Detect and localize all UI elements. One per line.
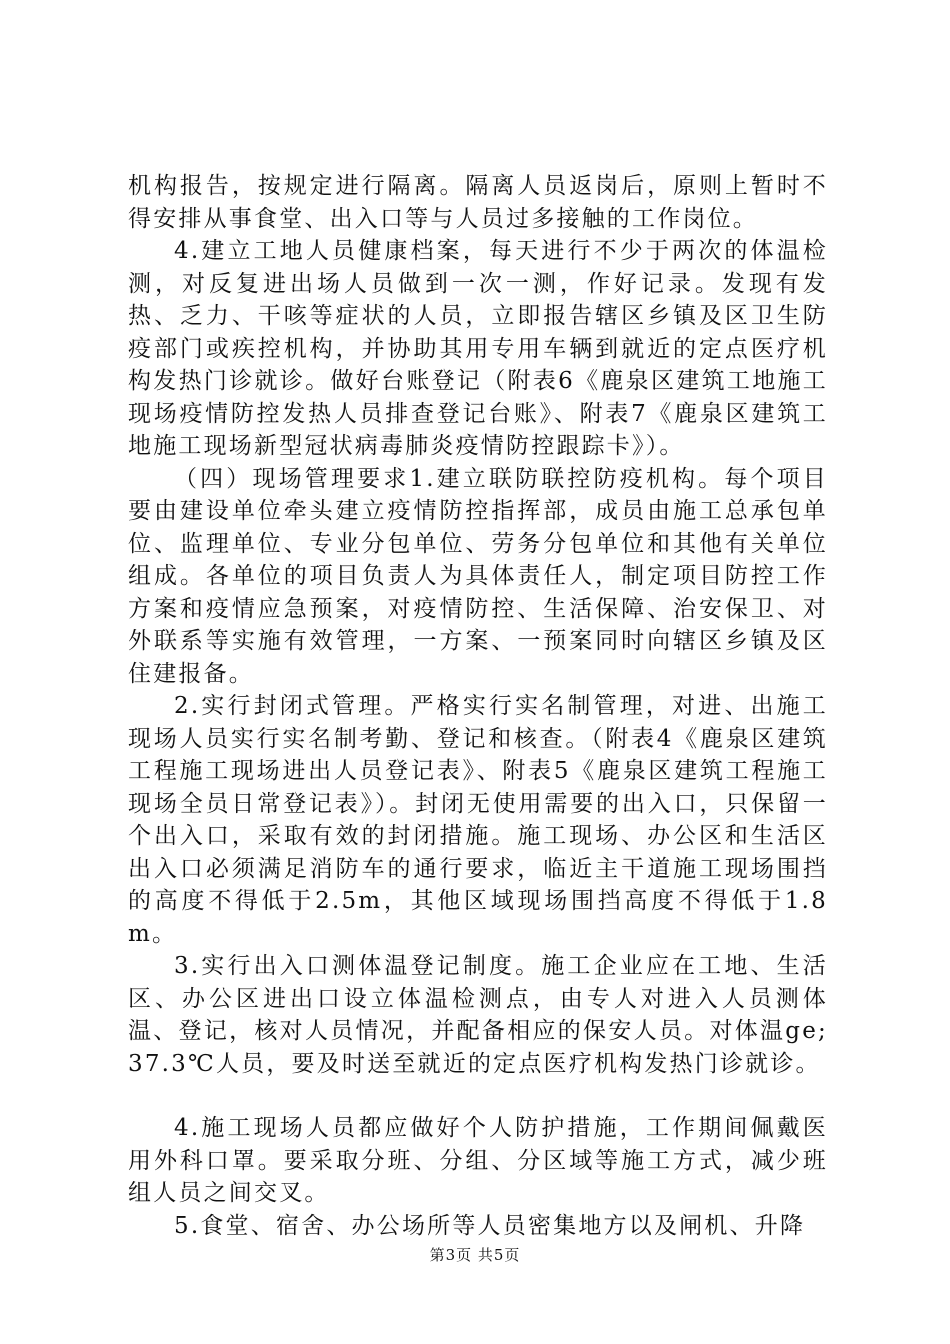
paragraph-temperature-check: 3.实行出入口测体温登记制度。施工企业应在工地、生活区、办公区进出口设立体温检测点，由专人对进入人员测体温、登记，核对人员情况，并配备相应的保安人员。对体温ge;37.3℃人员，要及时送至就近的定点医疗机构发热门诊就诊。 bbox=[128, 953, 828, 1077]
paragraph-crowded-places: 5.食堂、宿舍、办公场所等人员密集地方以及闸机、升降 bbox=[174, 1212, 806, 1239]
page-number: 第3页 共5页 bbox=[429, 1246, 521, 1264]
paragraph-health-records: 4.建立工地人员健康档案，每天进行不少于两次的体温检测，对反复进出场人员做到一次一测，作好记录。发现有发热、乏力、干咳等症状的人员，立即报告辖区乡镇及区卫生防疫部门或疾控机构，并协助其用专用车辆到就近的定点医疗机构发热门诊就诊。做好台账登记（附表6《鹿泉区建筑工地施工现场疫情防控发热人员排查登记台账》、附表7《鹿泉区建筑工地施工现场新型冠状病毒肺炎疫情防控跟踪卡》）。 bbox=[128, 238, 828, 459]
paragraph-closed-management: 2.实行封闭式管理。严格实行实名制管理，对进、出施工现场人员实行实名制考勤、登记和核查。（附表4《鹿泉区建筑工程施工现场进出人员登记表》、附表5《鹿泉区建筑工程施工现场全员日常登记表》）。封闭无使用需要的出入口，只保留一个出入口，采取有效的封闭措施。施工现场、办公区和生活区出入口必须满足消防车的通行要求，临近主干道施工现场围挡的高度不得低于2.5m，其他区域现场围挡高度不得低于1.8m。 bbox=[128, 693, 828, 947]
paragraph-personal-protection: 4.施工现场人员都应做好个人防护措施，工作期间佩戴医用外科口罩。要采取分班、分组、分区域等施工方式，减少班组人员之间交叉。 bbox=[128, 1115, 828, 1206]
paragraph-continuation: 机构报告，按规定进行隔离。隔离人员返岗后，原则上暂时不得安排从事食堂、出入口等与人员过多接触的工作岗位。 bbox=[128, 173, 828, 232]
paragraph-site-management: （四）现场管理要求1.建立联防联控防疫机构。每个项目要由建设单位牵头建立疫情防控指挥部，成员由施工总承包单位、监理单位、专业分包单位、劳务分包单位和其他有关单位组成。各单位的项目负责人为具体责任人，制定项目防控工作方案和疫情应急预案，对疫情防控、生活保障、治安保卫、对外联系等实施有效管理，一方案、一预案同时向辖区乡镇及区住建报备。 bbox=[128, 465, 828, 687]
document-body bbox=[128, 170, 828, 1242]
